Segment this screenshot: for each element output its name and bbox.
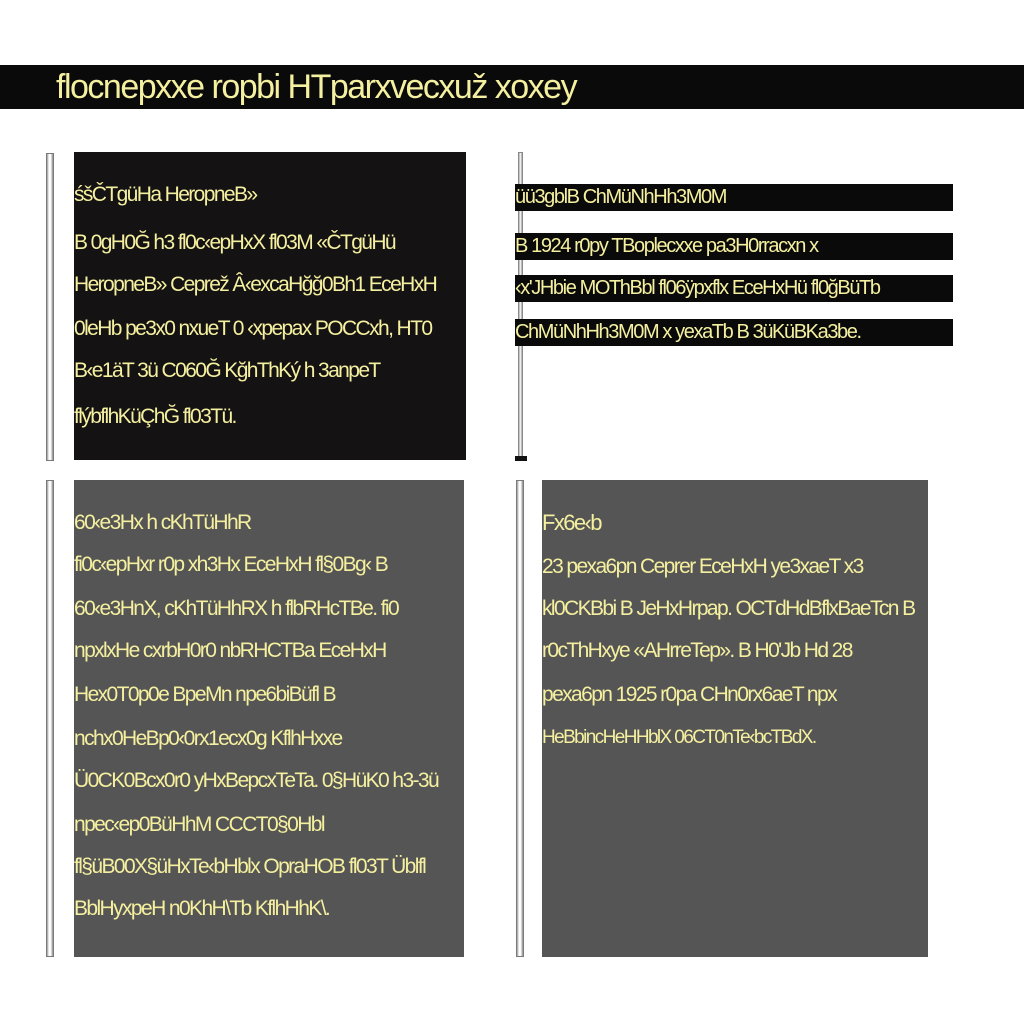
text-line: Hex0T0p0e BpeMn npe6biBüfl B — [74, 683, 336, 706]
text-line: npxlxHe cxrbH0r0 nbRHCTBa EceHxH — [74, 639, 386, 662]
text-line: śšČTgüHa HeropneB» — [74, 183, 257, 206]
text-strip — [515, 184, 953, 211]
text-line: pexa6pn 1925 r0pa CHn0rx6aeT npx — [542, 683, 836, 706]
left-rail-bottom — [46, 480, 54, 957]
rail-foot — [515, 456, 527, 461]
strip-text: üü3gblB ChMüNhHh3M0M — [515, 186, 727, 208]
section-heading: Fx6e‹b — [542, 510, 601, 535]
strip-text: B 1924 r0py TBoplecxxe pa3H0rracxn x — [515, 235, 818, 257]
right-rail-bottom — [516, 480, 524, 957]
text-line: 60‹e3Hx h cKhTüHhR — [74, 511, 251, 534]
text-line: 23 pexa6pn Ceprer EceHxH ye3xaeT x3 — [542, 555, 863, 578]
strip-text: ChMüNhHh3M0M x yexaTb B 3üKüBKa3be. — [515, 321, 861, 343]
text-line: Ü0CK0Bcx0r0 yHxBepcxTeTa. 0§HüK0 h3-3ü — [74, 769, 439, 792]
top-left-panel — [74, 152, 466, 460]
text-line: HeropneB» Ceprež Â‹excaHğğ0Bh1 EceHxH — [74, 273, 437, 296]
title-bar — [0, 65, 1024, 109]
text-line: B 0gH0Ğ h3 fl0c‹epHxX fl03M «ČTgüHü — [74, 231, 396, 254]
left-rail-top — [46, 153, 54, 461]
bottom-right-panel — [542, 480, 928, 957]
text-strip — [515, 319, 953, 346]
text-strip — [515, 275, 953, 302]
text-line: npec‹ep0BüHhM CCCT0§0Hbl — [74, 813, 324, 836]
page-title: flocnepxxe ropbi HTparxvecxuž xoxey — [56, 68, 577, 106]
text-line: BblHyxpeH n0KhH\Tb KflhHhK\. — [74, 897, 330, 920]
text-line: flýbflhKüÇhĞ fl03Tü. — [74, 405, 236, 428]
text-line: r0cThHxye «AHrreTep». B H0'Jb Hd 28 — [542, 639, 852, 662]
bottom-left-panel — [74, 480, 464, 957]
text-line: 60‹e3HnX, cKhTüHhRX h flbRHcTBe. fi0 — [74, 597, 399, 620]
text-strip — [515, 233, 953, 260]
text-line: HeBbincHeHHblX 06CT0nTe‹bcTBdX. — [542, 727, 816, 748]
strip-text: ‹x'JHbie MOThBbl fl06ÿpxflx EceHxHü fl0ğBüTb — [515, 277, 880, 299]
text-line: fi0c‹epHxr r0p xh3Hx EceHxH fl§0Bg‹ B — [74, 553, 388, 576]
text-line: B‹e1äT 3ü C060Ğ KğhThKý h 3anpeT — [74, 359, 380, 382]
text-line: nchx0HeBp0‹0rx1ecx0g KflhHxxe — [74, 727, 342, 750]
text-line: fl§üB00X§üHxTe‹bHblx OpraHOB fl03T Üblfl — [74, 855, 426, 878]
text-line: kl0CKBbi B JeHxHrpap. OCTdHdBflxBaeTcn B — [542, 597, 915, 620]
text-line: 0leHb pe3x0 nxueT 0 ‹xpepax POCCxh, HT0 — [74, 317, 432, 340]
